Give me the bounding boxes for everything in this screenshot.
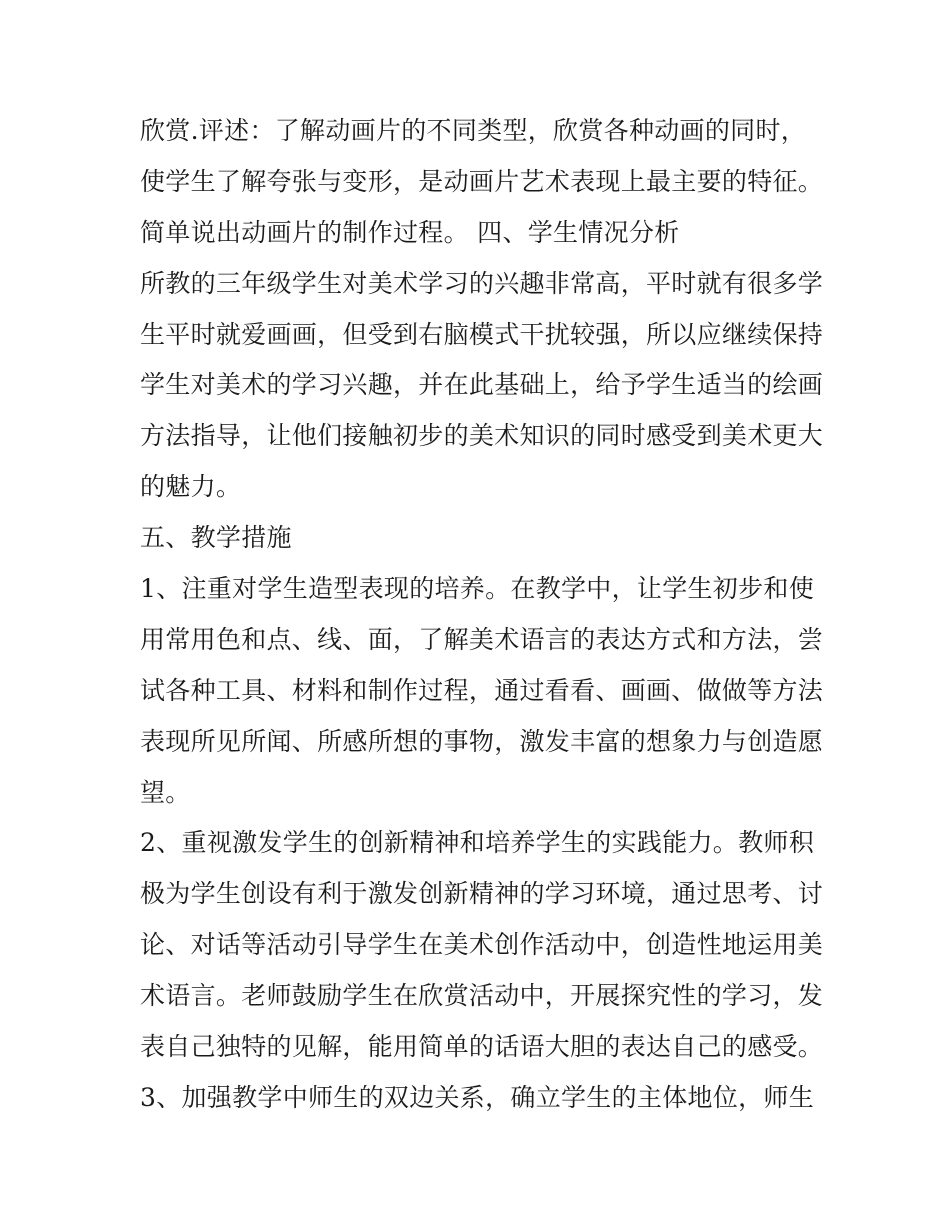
text-line-7: 方法指导，让他们接触初步的美术知识的同时感受到美术更大: [140, 421, 824, 451]
text-line-14: 望。: [140, 777, 191, 807]
text-line-11: 用常用色和点、线、面，了解美术语言的表达方式和方法，尝: [140, 624, 824, 654]
text-line-8: 的魅力。: [140, 472, 242, 502]
document-body: [140, 106, 824, 1124]
text-line-17: 论、对话等活动引导学生在美术创作活动中，创造性地运用美: [140, 930, 824, 960]
text-line-16: 极为学生创设有利于激发创新精神的学习环境，通过思考、讨: [140, 879, 824, 909]
text-line-13: 表现所见所闻、所感所想的事物，激发丰富的想象力与创造愿: [140, 726, 824, 756]
text-line-15: 2、重视激发学生的创新精神和培养学生的实践能力。教师积: [140, 828, 815, 858]
text-line-20: 3、加强教学中师生的双边关系，确立学生的主体地位，师生: [140, 1082, 815, 1112]
text-line-2: 使学生了解夸张与变形，是动画片艺术表现上最主要的特征。: [140, 166, 824, 196]
text-line-1: 欣赏.评述：了解动画片的不同类型，欣赏各种动画的同时，: [140, 116, 807, 145]
text-line-4: 所教的三年级学生对美术学习的兴趣非常高，平时就有很多学: [140, 268, 824, 298]
text-line-10: 1、注重对学生造型表现的培养。在教学中，让学生初步和使: [140, 574, 815, 604]
text-line-3: 简单说出动画片的制作过程。 四、学生情况分析: [140, 217, 680, 247]
text-line-5: 生平时就爱画画，但受到右脑模式干扰较强，所以应继续保持: [140, 319, 824, 349]
text-line-19: 表自己独特的见解，能用简单的话语大胆的表达自己的感受。: [140, 1032, 824, 1062]
text-line-18: 术语言。老师鼓励学生在欣赏活动中，开展探究性的学习，发: [140, 981, 824, 1011]
text-line-12: 试各种工具、材料和制作过程，通过看看、画画、做做等方法: [140, 675, 824, 705]
section-heading: 五、教学措施: [140, 523, 292, 553]
text-line-6: 学生对美术的学习兴趣，并在此基础上，给予学生适当的绘画: [140, 370, 824, 400]
